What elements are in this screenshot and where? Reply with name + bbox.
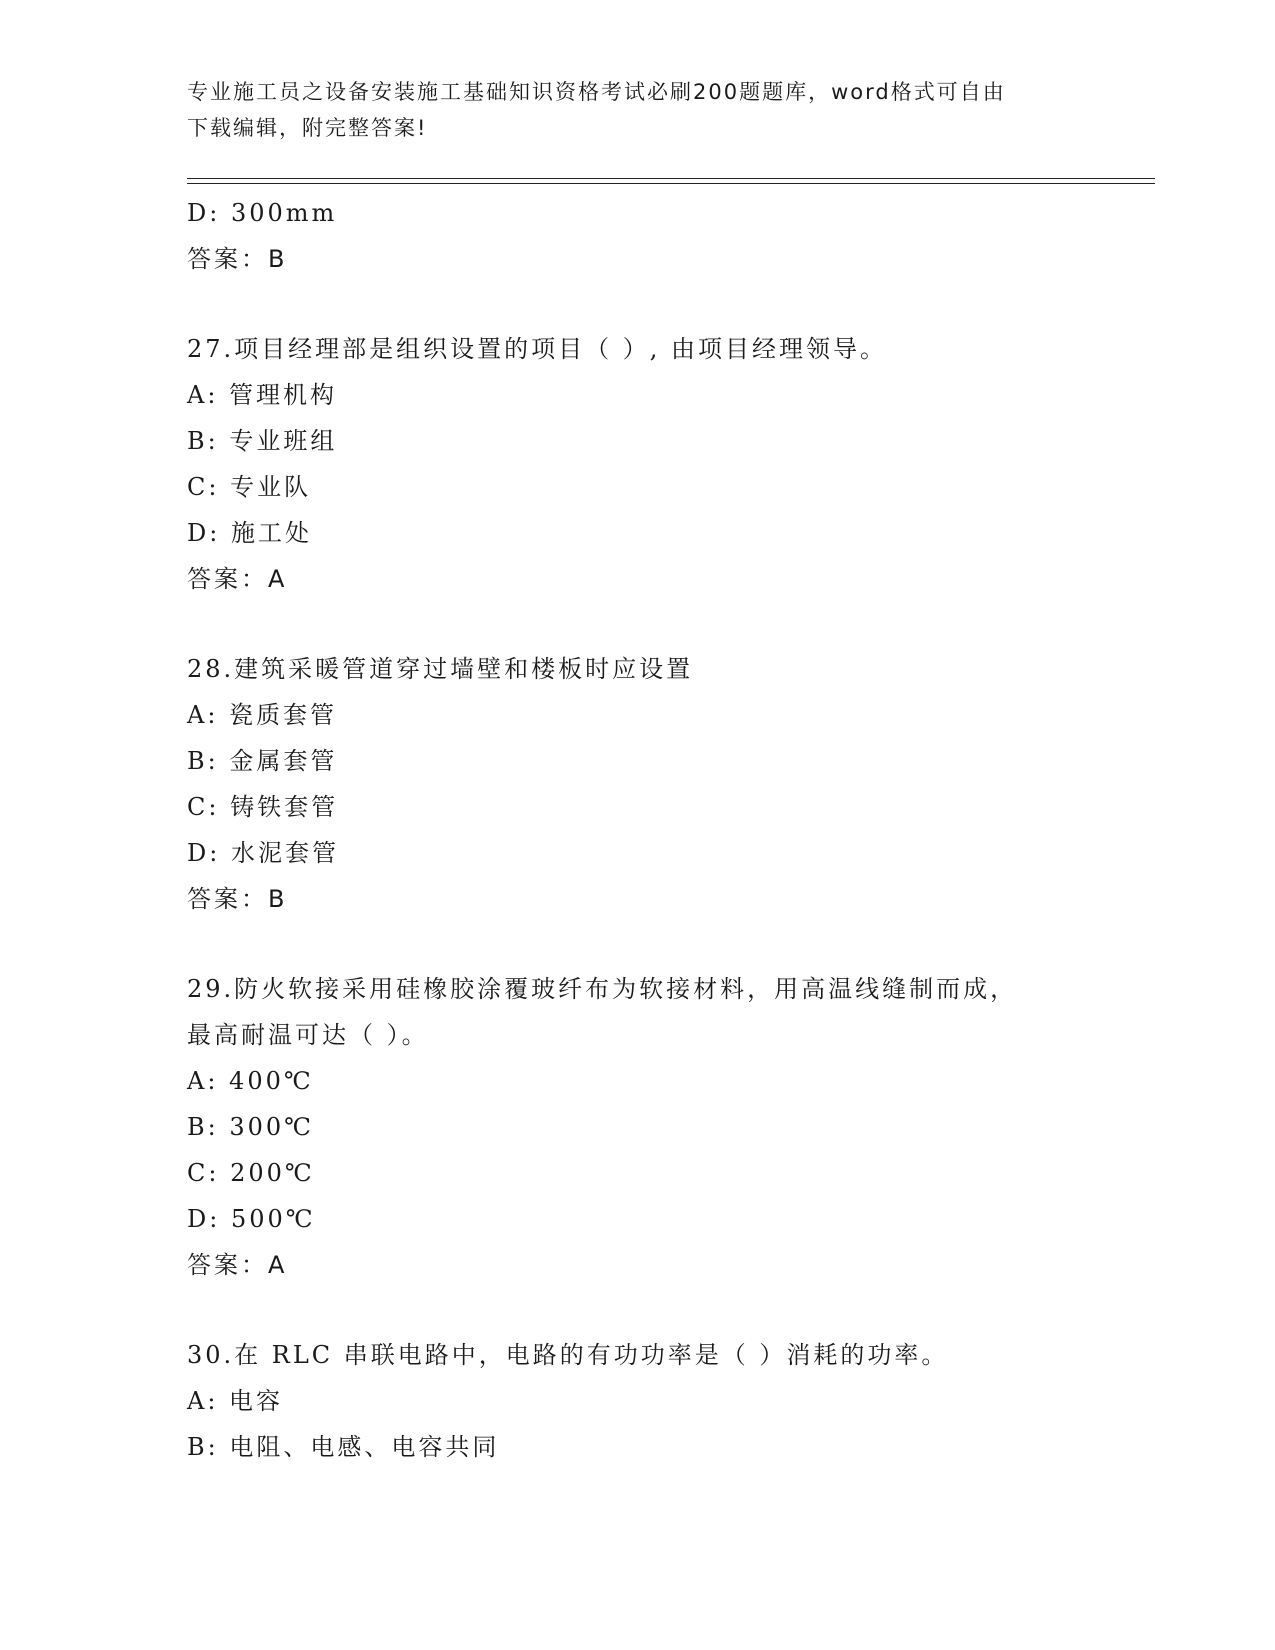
document-header [187,74,1067,146]
header-title-line-1: 专业施工员之设备安装施工基础知识资格考试必刷200题题库，word格式可自由 [187,80,1006,104]
option-a: A: 瓷质套管 [187,701,338,729]
question-list [187,190,1087,1470]
option-c: C: 200℃ [187,1159,315,1187]
answer-line: 答案：A [187,565,288,593]
answer-line: 答案：A [187,1251,288,1279]
option-b: B: 电阻、电感、电容共同 [187,1433,500,1461]
question-30 [187,1332,1087,1470]
option-b: B: 300℃ [187,1113,315,1141]
option-d: D: 500℃ [187,1205,316,1233]
option-a: A: 管理机构 [187,381,338,409]
header-rule-bottom [187,183,1155,184]
question-27 [187,326,1087,602]
option-c: C: 铸铁套管 [187,793,339,821]
option-c: C: 专业队 [187,473,312,501]
question-26 [187,190,1087,282]
option-d: D: 施工处 [187,519,312,547]
answer-line: 答案：B [187,885,288,913]
question-stem: 30.在 RLC 串联电路中，电路的有功功率是（ ）消耗的功率。 [187,1341,949,1369]
option-b: B: 专业班组 [187,427,338,455]
header-rule-top [187,178,1155,179]
option-d: D: 水泥套管 [187,839,339,867]
question-29 [187,966,1087,1288]
option-b: B: 金属套管 [187,747,338,775]
option-a: A: 电容 [187,1387,284,1415]
question-stem-line-1: 29.防火软接采用硅橡胶涂覆玻纤布为软接材料，用高温线缝制而成， [187,975,1018,1003]
question-stem: 28.建筑采暖管道穿过墙壁和楼板时应设置 [187,655,694,683]
question-28 [187,646,1087,922]
option-a: A: 400℃ [187,1067,314,1095]
header-title-line-2: 下载编辑，附完整答案! [187,116,428,140]
answer-line: 答案：B [187,245,288,273]
question-stem-line-2: 最高耐温可达（ ）。 [187,1021,429,1049]
option-d: D: 300mm [187,199,338,227]
question-stem: 27.项目经理部是组织设置的项目（ ）, 由项目经理领导。 [187,335,888,363]
